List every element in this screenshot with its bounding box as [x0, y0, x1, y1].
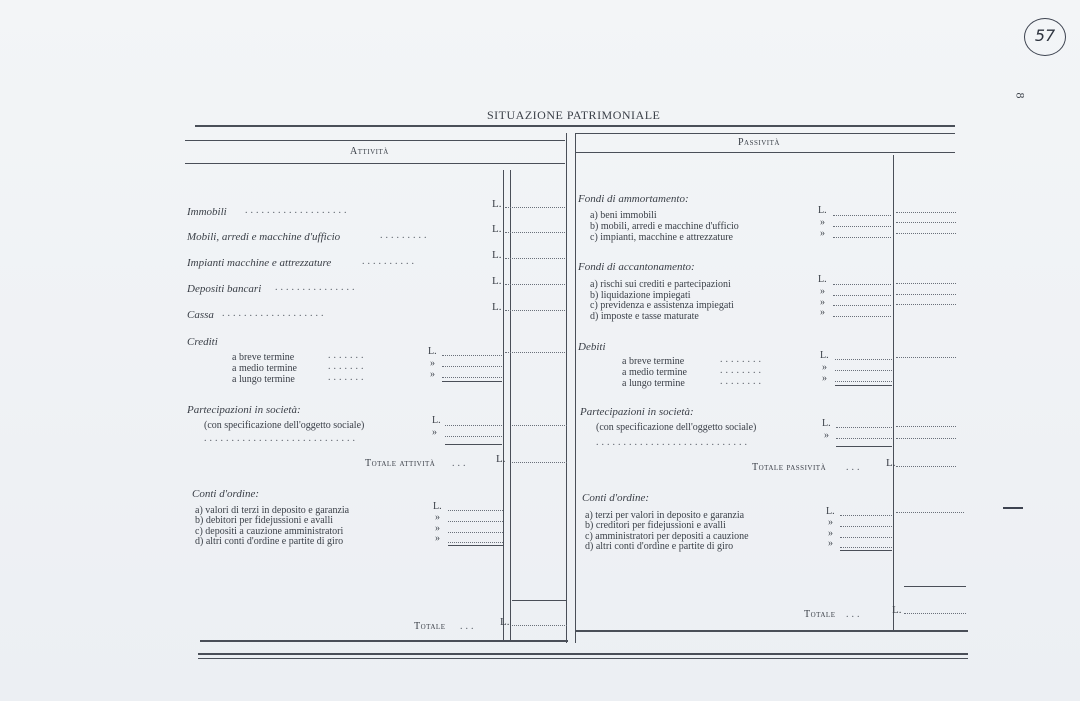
crediti-lungo: a lungo termine — [232, 374, 295, 385]
amm-a: a) beni immobili — [590, 210, 657, 221]
attivita-conti-d: d) altri conti d'ordine e partite di giro — [195, 536, 344, 547]
subtotal-rule — [836, 446, 892, 447]
center-divider-left — [566, 133, 567, 643]
amount-line — [896, 212, 956, 213]
ditto-mark: » — [820, 217, 825, 228]
attivita-top-rule — [185, 140, 565, 141]
ditto-mark: » — [820, 297, 825, 308]
attivita-specificazione: (con specificazione dell'oggetto sociale) — [204, 420, 365, 431]
passivita-debiti: Debiti — [578, 341, 606, 353]
currency-label: L. — [818, 274, 827, 285]
amount-line — [833, 316, 891, 317]
totale-attivita-label: Totale attività — [365, 458, 436, 469]
page-bottom-rule-2 — [198, 658, 968, 659]
currency-label: L. — [492, 275, 502, 287]
debiti-lungo: a lungo termine — [622, 378, 685, 389]
passivita-conti-a: a) terzi per valori in deposito e garanzia — [585, 510, 745, 521]
crediti-breve: a breve termine — [232, 352, 295, 363]
attivita-header: Attività — [350, 146, 389, 157]
fondi-accantonamento: Fondi di accantonamento: — [578, 261, 695, 273]
debiti-medio: a medio termine — [622, 367, 687, 378]
ditto-mark: » — [820, 307, 825, 318]
amount-line — [512, 425, 567, 426]
amount-line — [896, 222, 956, 223]
leader-dots: ............................ — [596, 437, 750, 448]
amount-line — [840, 526, 892, 527]
page-number: 8 — [1013, 92, 1028, 99]
acc-a: a) rischi sui crediti e partecipazioni — [590, 279, 731, 290]
currency-label: L. — [492, 223, 502, 235]
ditto-mark: » — [435, 533, 440, 544]
debiti-breve: a breve termine — [622, 356, 685, 367]
subtotal-rule — [835, 385, 892, 386]
leader-dots: ....... — [328, 361, 367, 372]
ditto-mark: » — [430, 358, 435, 369]
amount-line — [836, 427, 892, 428]
amm-b: b) mobili, arredi e macchine d'ufficio — [590, 221, 739, 232]
currency-label: L. — [822, 418, 831, 429]
leader-dots: ............................ — [204, 433, 358, 444]
amount-line — [505, 352, 565, 353]
amount-line — [896, 466, 956, 467]
subtotal-rule — [448, 545, 503, 546]
attivita-amount-col-2 — [510, 170, 511, 640]
amount-line — [896, 357, 956, 358]
ditto-mark: » — [822, 362, 827, 373]
amount-line — [835, 359, 892, 360]
amount-line — [442, 377, 502, 378]
currency-label: L. — [820, 350, 829, 361]
stamp-number: 57 — [1034, 26, 1056, 45]
subtotal-rule — [442, 381, 502, 382]
margin-mark — [1003, 507, 1023, 509]
amount-line — [505, 258, 565, 259]
attivita-conti-a: a) valori di terzi in deposito e garanzia — [195, 505, 350, 516]
leader-dots: ... — [846, 462, 863, 473]
leader-dots: ........ — [720, 354, 764, 365]
ditto-mark: » — [828, 517, 833, 528]
currency-label: L. — [432, 415, 441, 426]
currency-label: L. — [892, 604, 902, 616]
amount-line — [904, 613, 966, 614]
leader-dots: ... — [460, 621, 477, 632]
currency-label: L. — [826, 506, 835, 517]
totale-passivita-label: Totale passività — [752, 462, 827, 473]
leader-dots: ......... — [380, 230, 430, 241]
document-title: SITUAZIONE PATRIMONIALE — [487, 108, 661, 122]
passivita-amount-col — [893, 155, 894, 630]
totale-label: Totale — [804, 609, 836, 620]
attivita-depositi: Depositi bancari — [187, 283, 262, 295]
amount-line — [505, 284, 565, 285]
currency-label: L. — [433, 501, 442, 512]
total-rule — [512, 600, 567, 601]
leader-dots: .......... — [362, 256, 417, 267]
subtotal-rule — [840, 550, 892, 551]
attivita-bottom-rule — [200, 640, 568, 642]
totale-label: Totale — [414, 621, 446, 632]
amount-line — [505, 232, 565, 233]
passivita-bottom-rule — [576, 630, 968, 632]
currency-label: L. — [500, 616, 510, 628]
amount-line — [896, 512, 964, 513]
acc-d: d) imposte e tasse maturate — [590, 311, 699, 322]
amount-line — [840, 515, 892, 516]
amount-line — [836, 438, 892, 439]
passivita-specificazione: (con specificazione dell'oggetto sociale) — [596, 422, 757, 433]
amount-line — [835, 370, 892, 371]
currency-label: L. — [492, 198, 502, 210]
amount-line — [896, 294, 956, 295]
leader-dots: ................... — [222, 308, 327, 319]
amount-line — [448, 532, 503, 533]
amount-line — [833, 295, 891, 296]
amount-line — [833, 284, 891, 285]
amount-line — [833, 305, 891, 306]
amount-line — [896, 304, 956, 305]
total-rule — [904, 586, 966, 587]
ditto-mark: » — [430, 369, 435, 380]
passivita-conti-b: b) creditori per fidejussioni e avalli — [585, 520, 726, 531]
amm-c: c) impianti, macchine e attrezzature — [590, 232, 733, 243]
currency-label: L. — [818, 205, 827, 216]
amount-line — [835, 381, 892, 382]
amount-line — [445, 436, 502, 437]
amount-line — [505, 310, 565, 311]
attivita-conti-ordine: Conti d'ordine: — [192, 488, 260, 500]
leader-dots: ........ — [720, 365, 764, 376]
subtotal-rule — [445, 444, 502, 445]
ditto-mark: » — [828, 528, 833, 539]
page-stamp — [1024, 18, 1066, 56]
ditto-mark: » — [432, 427, 437, 438]
amount-line — [833, 215, 891, 216]
amount-line — [896, 438, 956, 439]
leader-dots: ............... — [275, 282, 358, 293]
attivita-conti-b: b) debitori per fidejussioni e avalli — [195, 515, 334, 526]
title-rule — [195, 125, 955, 127]
ditto-mark: » — [828, 538, 833, 549]
passivita-header-rule — [575, 152, 955, 153]
currency-label: L. — [886, 457, 896, 469]
amount-line — [896, 426, 956, 427]
amount-line — [505, 207, 565, 208]
attivita-header-rule — [185, 163, 565, 164]
ditto-mark: » — [820, 286, 825, 297]
currency-label: L. — [496, 453, 506, 465]
leader-dots: ................... — [245, 205, 350, 216]
attivita-mobili: Mobili, arredi e macchine d'ufficio — [187, 231, 341, 243]
attivita-amount-col — [503, 170, 504, 640]
passivita-header: Passività — [738, 137, 780, 148]
amount-line — [445, 425, 502, 426]
ditto-mark: » — [435, 523, 440, 534]
passivita-conti-c: c) amministratori per depositi a cauzione — [585, 531, 749, 542]
passivita-conti-d: d) altri conti d'ordine e partite di giro — [585, 541, 734, 552]
ditto-mark: » — [824, 430, 829, 441]
attivita-crediti: Crediti — [187, 336, 218, 348]
center-divider-right — [575, 133, 576, 643]
amount-line — [512, 462, 567, 463]
currency-label: L. — [428, 346, 437, 357]
amount-line — [833, 226, 891, 227]
passivita-partecipazioni: Partecipazioni in società: — [580, 406, 694, 418]
attivita-impianti: Impianti macchine e attrezzature — [187, 257, 332, 269]
amount-line — [840, 547, 892, 548]
leader-dots: ........ — [720, 376, 764, 387]
crediti-medio: a medio termine — [232, 363, 297, 374]
attivita-cassa: Cassa — [187, 309, 214, 321]
amount-line — [448, 510, 503, 511]
amount-line — [512, 625, 567, 626]
acc-b: b) liquidazione impiegati — [590, 290, 691, 301]
passivita-conti-ordine: Conti d'ordine: — [582, 492, 650, 504]
amount-line — [442, 355, 502, 356]
amount-line — [442, 366, 502, 367]
ditto-mark: » — [435, 512, 440, 523]
fondi-ammortamento: Fondi di ammortamento: — [578, 193, 689, 205]
attivita-conti-c: c) depositi a cauzione amministratori — [195, 526, 344, 537]
leader-dots: ....... — [328, 372, 367, 383]
amount-line — [448, 542, 503, 543]
leader-dots: ... — [452, 458, 469, 469]
ditto-mark: » — [822, 373, 827, 384]
leader-dots: ... — [846, 609, 863, 620]
amount-line — [833, 237, 891, 238]
amount-line — [896, 283, 956, 284]
amount-line — [840, 537, 892, 538]
currency-label: L. — [492, 249, 502, 261]
ditto-mark: » — [820, 228, 825, 239]
page-bottom-rule — [198, 653, 968, 655]
amount-line — [896, 233, 956, 234]
leader-dots: ....... — [328, 350, 367, 361]
amount-line — [448, 521, 503, 522]
attivita-partecipazioni: Partecipazioni in società: — [187, 404, 301, 416]
passivita-top-rule — [575, 133, 955, 134]
acc-c: c) previdenza e assistenza impiegati — [590, 300, 734, 311]
currency-label: L. — [492, 301, 502, 313]
attivita-immobili: Immobili — [187, 206, 227, 218]
